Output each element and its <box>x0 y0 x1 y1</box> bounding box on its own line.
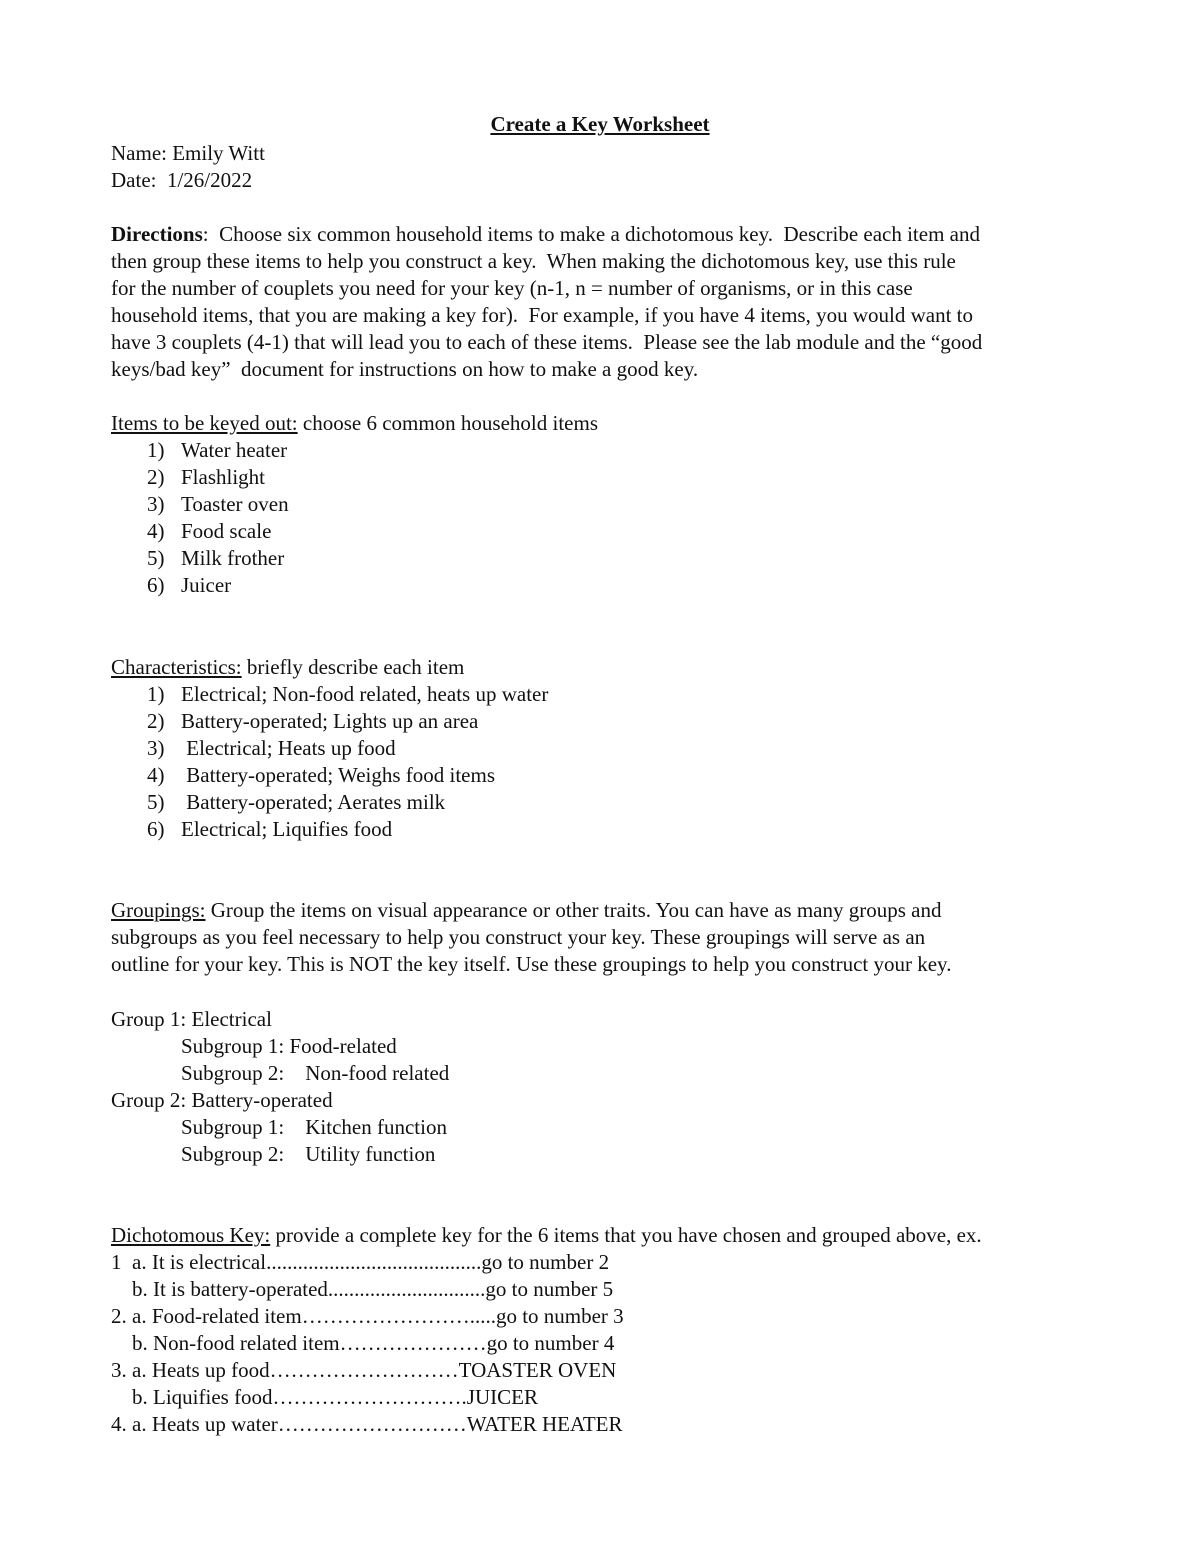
subgroup-line: Subgroup 1: Kitchen function <box>181 1115 447 1139</box>
directions-line-2: then group these items to help you construct a key. When making the dichotomous key, use this rule <box>111 249 956 273</box>
directions-line-1: Directions: Choose six common household items to make a dichotomous key. Describe each item and <box>111 222 980 246</box>
list-item: 2) <box>147 465 165 489</box>
page-title: Create a Key Worksheet <box>490 112 710 136</box>
directions-line-5: have 3 couplets (4-1) that will lead you to each of these items. Please see the lab module and the “good <box>111 330 983 354</box>
key-line: b. Non-food related item…………………go to number 4 <box>111 1331 615 1355</box>
subgroup-line: Subgroup 2: Non-food related <box>181 1061 450 1085</box>
key-heading: Dichotomous Key: provide a complete key for the 6 items that you have chosen and grouped above, ex. <box>111 1223 982 1247</box>
list-item: 1) <box>147 682 165 706</box>
name-line: Name: Emily Witt <box>111 141 265 165</box>
key-line: b. Liquifies food……………………….JUICER <box>111 1385 538 1409</box>
list-item: Battery-operated; Weighs food items <box>181 763 496 787</box>
directions-line-4: household items, that you are making a key for). For example, if you have 4 items, you would want to <box>111 303 973 327</box>
directions-line-6: keys/bad key” document for instructions on how to make a good key. <box>111 357 699 381</box>
key-line: 3. a. Heats up food………………………TOASTER OVEN <box>111 1358 617 1382</box>
list-item: 6) <box>147 573 165 597</box>
key-line: 2. a. Food-related item…………………….....go to number 3 <box>111 1304 624 1328</box>
list-item: Electrical; Heats up food <box>181 736 396 760</box>
list-item: Water heater <box>181 438 288 462</box>
list-item: Juicer <box>181 573 232 597</box>
key-line: 1 a. It is electrical.........................................go to number 2 <box>111 1250 610 1274</box>
list-item: Flashlight <box>181 465 266 489</box>
list-item: 5) <box>147 790 165 814</box>
list-item: 4) <box>147 519 165 543</box>
groupings-line-1: Groupings: Group the items on visual appearance or other traits. You can have as many groups and <box>111 898 942 922</box>
directions-label: Directions <box>111 222 203 246</box>
list-item: Milk frother <box>181 546 285 570</box>
list-item: 4) <box>147 763 165 787</box>
list-item: Electrical; Non-food related, heats up water <box>181 682 549 706</box>
group-line: Group 1: Electrical <box>111 1007 272 1031</box>
list-item: 3) <box>147 736 165 760</box>
date-line: Date: 1/26/2022 <box>111 168 253 192</box>
list-item: Electrical; Liquifies food <box>181 817 393 841</box>
list-item: Toaster oven <box>181 492 289 516</box>
list-item: Battery-operated; Aerates milk <box>181 790 446 814</box>
list-item: 2) <box>147 709 165 733</box>
subgroup-line: Subgroup 2: Utility function <box>181 1142 436 1166</box>
groupings-line-3: outline for your key. This is NOT the key itself. Use these groupings to help you construct your key. <box>111 952 952 976</box>
groupings-heading: Groupings: <box>111 898 206 922</box>
characteristics-heading: Characteristics: briefly describe each item <box>111 655 465 679</box>
list-item: Battery-operated; Lights up an area <box>181 709 479 733</box>
list-item: Food scale <box>181 519 272 543</box>
key-line: b. It is battery-operated..............................go to number 5 <box>111 1277 614 1301</box>
list-item: 5) <box>147 546 165 570</box>
items-heading: Items to be keyed out: choose 6 common household items <box>111 411 599 435</box>
directions-line-3: for the number of couplets you need for your key (n-1, n = number of organisms, or in this case <box>111 276 913 300</box>
list-item: 1) <box>147 438 165 462</box>
groupings-line-2: subgroups as you feel necessary to help you construct your key. These groupings will serve as an <box>111 925 926 949</box>
key-line: 4. a. Heats up water………………………WATER HEATER <box>111 1412 623 1436</box>
list-item: 3) <box>147 492 165 516</box>
group-line: Group 2: Battery-operated <box>111 1088 333 1112</box>
list-item: 6) <box>147 817 165 841</box>
subgroup-line: Subgroup 1: Food-related <box>181 1034 397 1058</box>
